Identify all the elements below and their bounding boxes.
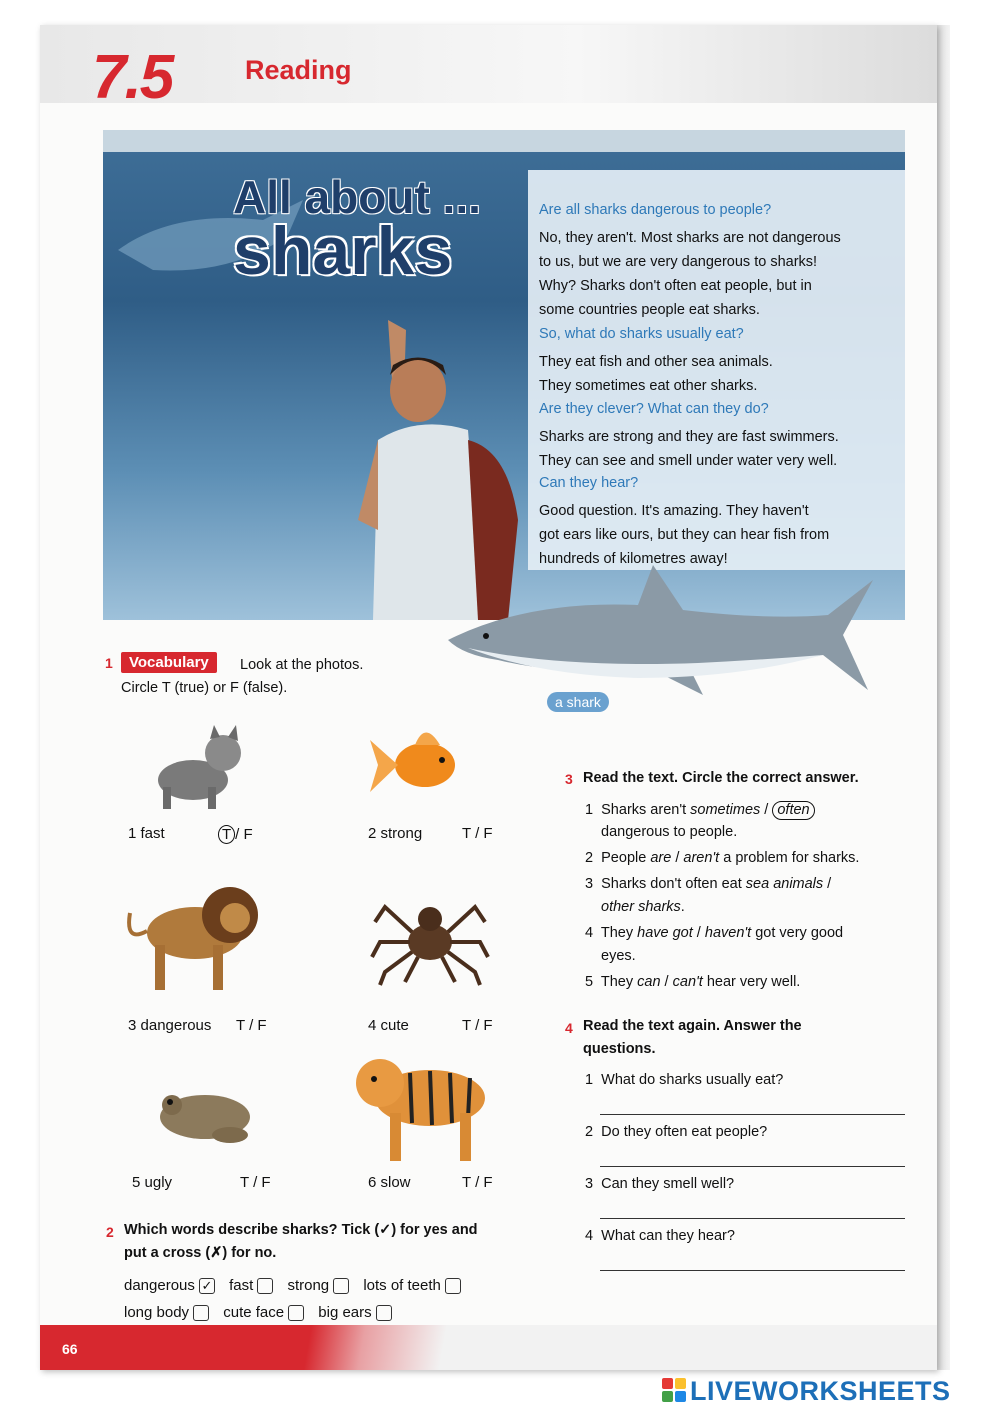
option-often-circled[interactable]: often: [772, 801, 814, 820]
item-label: 2 strong: [368, 825, 423, 842]
true-false-choice[interactable]: [218, 825, 253, 844]
answer-line-3[interactable]: [600, 1218, 905, 1219]
vocabulary-badge: Vocabulary: [121, 652, 217, 673]
question-heading: So, what do sharks usually eat?: [539, 326, 744, 342]
tick-row-2: [124, 1304, 402, 1321]
option-arent[interactable]: aren't: [683, 850, 720, 866]
tick-box-long-body[interactable]: [193, 1305, 209, 1321]
true-false-choice[interactable]: [462, 825, 493, 842]
ex4-question-3: 3 Can they smell well?: [585, 1176, 735, 1192]
exercise4-instruction-line1: Read the text again. Answer the: [583, 1018, 802, 1034]
choice-false[interactable]: / F: [249, 1017, 267, 1034]
answer-line: Why? Sharks don't often eat people, but in: [539, 278, 812, 294]
tick-box-fast[interactable]: [257, 1278, 273, 1294]
exercise3-number: 3: [565, 771, 573, 787]
word-long-body: long body: [124, 1304, 190, 1321]
answer-line: They can see and smell under water very well.: [539, 453, 838, 469]
exercise1-instruction-line1: Look at the photos.: [240, 657, 364, 673]
item-label: 6 slow: [368, 1174, 411, 1191]
ex3-item-1: 1 Sharks aren't sometimes / often: [585, 799, 815, 822]
exercise1-number: 1: [105, 655, 113, 671]
tick-row-1: [124, 1277, 471, 1294]
shark-photo-icon: [438, 560, 878, 720]
article-title-line2: sharks: [233, 213, 453, 289]
choice-true[interactable]: T: [240, 1174, 249, 1191]
tick-box-lots-of-teeth[interactable]: [445, 1278, 461, 1294]
answer-line: Sharks are strong and they are fast swimmers.: [539, 429, 839, 445]
tick-box-big-ears[interactable]: [376, 1305, 392, 1321]
item-label: 4 cute: [368, 1017, 409, 1034]
answer-line-1[interactable]: [600, 1114, 905, 1115]
ex3-item-2: 2 People are / aren't a problem for sharks.: [585, 850, 860, 866]
ex4-question-1: 1 What do sharks usually eat?: [585, 1072, 784, 1088]
option-can[interactable]: can: [637, 974, 661, 990]
tick-box-cute-face[interactable]: [288, 1305, 304, 1321]
shark-caption: a shark: [547, 692, 609, 712]
article-hero: [103, 130, 905, 620]
answer-line: They sometimes eat other sharks.: [539, 378, 758, 394]
choice-true[interactable]: T: [462, 1017, 471, 1034]
true-false-choice[interactable]: [462, 1017, 493, 1034]
answer-line: to us, but we are very dangerous to sharks!: [539, 254, 818, 270]
answer-line-2[interactable]: [600, 1166, 905, 1167]
item-label: 3 dangerous: [128, 1017, 212, 1034]
cat-icon: [148, 725, 248, 810]
choice-true[interactable]: T: [462, 825, 471, 842]
question-heading: Are all sharks dangerous to people?: [539, 202, 772, 218]
option-have-got[interactable]: have got: [637, 925, 693, 941]
ex3-item-4-line2: eyes.: [601, 948, 636, 964]
ex3-item-5: 5 They can / can't hear very well.: [585, 974, 801, 990]
article-title-line1: All about ...: [233, 171, 481, 223]
option-sometimes[interactable]: sometimes: [690, 802, 761, 818]
choice-false[interactable]: / F: [475, 825, 493, 842]
answer-line: some countries people eat sharks.: [539, 302, 760, 318]
exercise2-number: 2: [106, 1224, 114, 1240]
lesson-title: Reading: [245, 55, 352, 85]
item-label: 5 ugly: [132, 1174, 173, 1191]
answer-line: hundreds of kilometres away!: [539, 551, 728, 567]
tick-box-strong[interactable]: [333, 1278, 349, 1294]
word-cute-face: cute face: [223, 1304, 285, 1321]
true-false-choice[interactable]: [462, 1174, 493, 1191]
ex3-item-3-line2: other sharks.: [601, 899, 685, 915]
lesson-number: 7.5: [92, 43, 173, 112]
choice-true[interactable]: T: [236, 1017, 245, 1034]
exercise1-instruction-line2: Circle T (true) or F (false).: [121, 680, 288, 696]
choice-false[interactable]: / F: [235, 826, 253, 843]
exercise2-instruction-line1: Which words describe sharks? Tick (✓) for yes and: [124, 1222, 478, 1238]
choice-false[interactable]: / F: [253, 1174, 271, 1191]
word-fast: fast: [229, 1277, 254, 1294]
option-are[interactable]: are: [650, 850, 672, 866]
answer-line: got ears like ours, but they can hear fish from: [539, 527, 830, 543]
answer-line: No, they aren't. Most sharks are not dangerous: [539, 230, 841, 246]
answer-line: Good question. It's amazing. They haven't: [539, 503, 809, 519]
liveworksheets-logo-icon: [662, 1378, 686, 1402]
worksheet-page: [40, 25, 937, 1370]
option-sea-animals[interactable]: sea animals: [745, 876, 824, 892]
tick-box-dangerous[interactable]: ✓: [199, 1278, 215, 1294]
exercise3-instruction: Read the text. Circle the correct answer.: [583, 770, 859, 786]
word-strong: strong: [287, 1277, 330, 1294]
answer-line-4[interactable]: [600, 1270, 905, 1271]
page-number: 66: [62, 1341, 78, 1357]
word-dangerous: dangerous: [124, 1277, 195, 1294]
ex3-item-1-line2: dangerous to people.: [601, 824, 738, 840]
true-false-choice[interactable]: [240, 1174, 271, 1191]
item-label: 1 fast: [128, 825, 165, 842]
toad-icon: [150, 1077, 255, 1147]
question-heading: Can they hear?: [539, 475, 639, 491]
question-heading: Are they clever? What can they do?: [539, 401, 769, 417]
footer-band: [40, 1325, 937, 1370]
choice-true-circled[interactable]: T: [218, 825, 235, 844]
option-havent[interactable]: haven't: [704, 925, 752, 941]
ex4-question-4: 4 What can they hear?: [585, 1228, 735, 1244]
choice-false[interactable]: / F: [475, 1174, 493, 1191]
ex4-question-2: 2 Do they often eat people?: [585, 1124, 768, 1140]
exercise2-instruction-line2: put a cross (✗) for no.: [124, 1245, 277, 1261]
true-false-choice[interactable]: [236, 1017, 267, 1034]
spider-icon: [370, 887, 490, 987]
ex3-item-4: 4 They have got / haven't got very good: [585, 925, 844, 941]
word-big-ears: big ears: [318, 1304, 372, 1321]
option-other-sharks[interactable]: other sharks: [601, 899, 681, 915]
exercise4-number: 4: [565, 1020, 573, 1036]
ex3-item-3: 3 Sharks don't often eat sea animals /: [585, 876, 832, 892]
hero-top-bar: [103, 130, 905, 152]
choice-true[interactable]: T: [462, 1174, 471, 1191]
lion-icon: [125, 873, 265, 993]
exercise4-instruction-line2: questions.: [583, 1041, 656, 1057]
header-band: [40, 25, 937, 103]
word-lots-of-teeth: lots of teeth: [363, 1277, 441, 1294]
goldfish-icon: [370, 720, 470, 805]
brand-name[interactable]: LIVEWORKSHEETS: [690, 1376, 951, 1406]
choice-false[interactable]: / F: [475, 1017, 493, 1034]
option-cant[interactable]: can't: [672, 974, 703, 990]
answer-line: They eat fish and other sea animals.: [539, 354, 773, 370]
tiger-icon: [350, 1043, 500, 1163]
